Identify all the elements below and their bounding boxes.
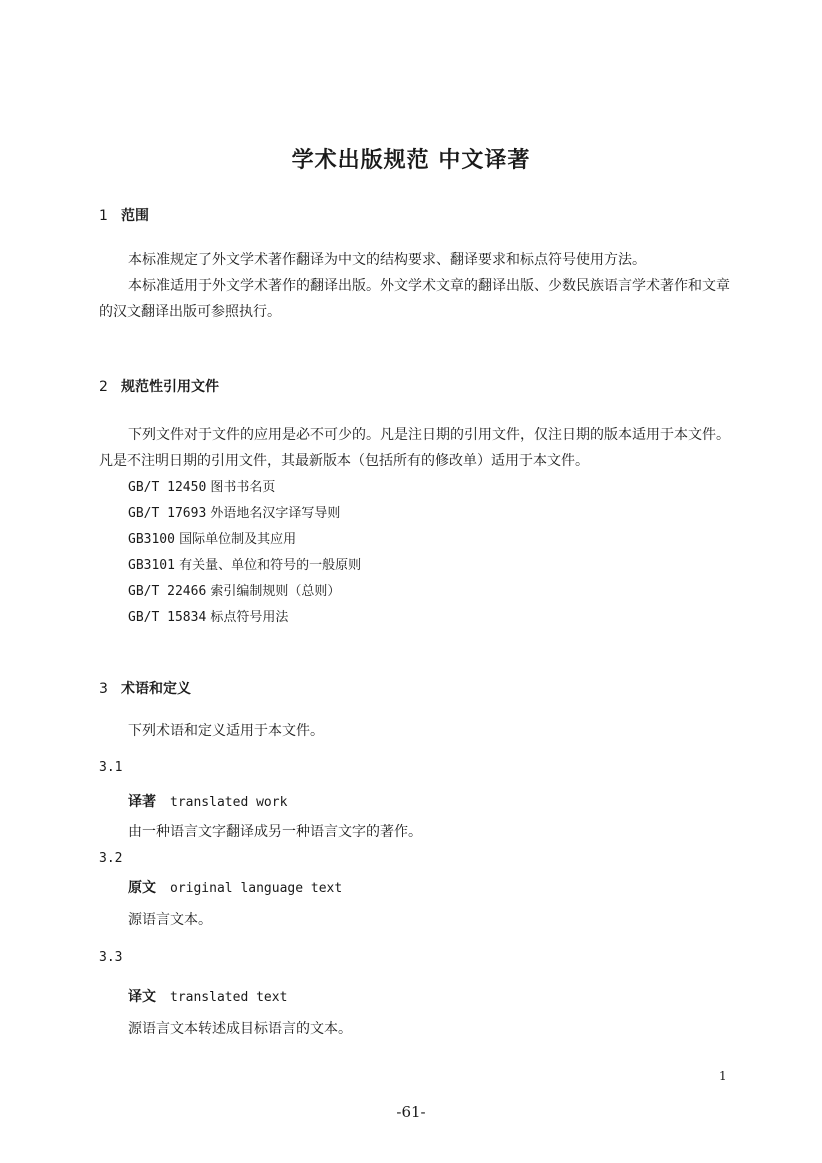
term-english: translated work [170, 795, 288, 810]
term-definition: 源语言文本。 [128, 912, 212, 928]
reference-item [128, 502, 340, 521]
section-1-paragraph-2-line-1: 本标准适用于外文学术著作的翻译出版。外文学术文章的翻译出版、少数民族语言学术著作和文章 [128, 278, 730, 294]
term-definition: 源语言文本转述成目标语言的文本。 [128, 1021, 352, 1037]
section-1-heading [99, 205, 149, 225]
page-number: 1 [719, 1069, 727, 1083]
term-number: 3.2 [99, 851, 123, 866]
reference-code: GB3101 [128, 558, 175, 573]
reference-code: GB/T 12450 [128, 480, 207, 495]
section-3-intro: 下列术语和定义适用于本文件。 [128, 723, 324, 739]
term-chinese: 译文 [128, 989, 156, 1005]
section-2-paragraph-line-2: 凡是不注明日期的引用文件，其最新版本（包括所有的修改单）适用于本文件。 [99, 453, 589, 469]
term-english: translated text [170, 990, 288, 1005]
term-entry [128, 986, 287, 1006]
reference-item [128, 528, 296, 547]
section-3-heading [99, 678, 191, 698]
reference-title: 国际单位制及其应用 [179, 532, 297, 547]
reference-code: GB3100 [128, 532, 175, 547]
reference-item [128, 554, 361, 573]
term-entry [128, 791, 287, 811]
section-number: 1 [99, 208, 108, 224]
section-title: 术语和定义 [121, 681, 191, 697]
reference-code: GB/T 15834 [128, 610, 207, 625]
page-title: 学术出版规范 中文译著 [291, 148, 531, 173]
reference-title: 有关量、单位和符号的一般原则 [179, 558, 362, 573]
section-title: 规范性引用文件 [121, 379, 219, 395]
folio: -61- [396, 1103, 426, 1121]
reference-code: GB/T 22466 [128, 584, 207, 599]
term-number: 3.1 [99, 760, 123, 775]
section-title: 范围 [121, 208, 149, 224]
section-1-paragraph-2-line-2: 的汉文翻译出版可参照执行。 [99, 304, 281, 320]
section-2-paragraph-line-1: 下列文件对于文件的应用是必不可少的。凡是注日期的引用文件，仅注日期的版本适用于本文件。 [128, 427, 730, 443]
term-definition: 由一种语言文字翻译成另一种语言文字的著作。 [128, 824, 422, 840]
reference-item [128, 580, 340, 599]
section-number: 3 [99, 681, 108, 697]
term-chinese: 译著 [128, 794, 156, 810]
reference-title: 标点符号用法 [210, 610, 289, 625]
reference-title: 图书书名页 [210, 480, 276, 495]
section-2-heading [99, 376, 219, 396]
section-number: 2 [99, 379, 108, 395]
reference-item [128, 476, 275, 495]
reference-title: 外语地名汉字译写导则 [210, 506, 341, 521]
term-number: 3.3 [99, 950, 123, 965]
term-chinese: 原文 [128, 880, 156, 896]
term-english: original language text [170, 881, 343, 896]
reference-item [128, 606, 288, 625]
reference-code: GB/T 17693 [128, 506, 207, 521]
term-entry [128, 877, 342, 897]
section-1-paragraph-1: 本标准规定了外文学术著作翻译为中文的结构要求、翻译要求和标点符号使用方法。 [128, 252, 646, 268]
reference-title: 索引编制规则（总则） [210, 584, 341, 599]
